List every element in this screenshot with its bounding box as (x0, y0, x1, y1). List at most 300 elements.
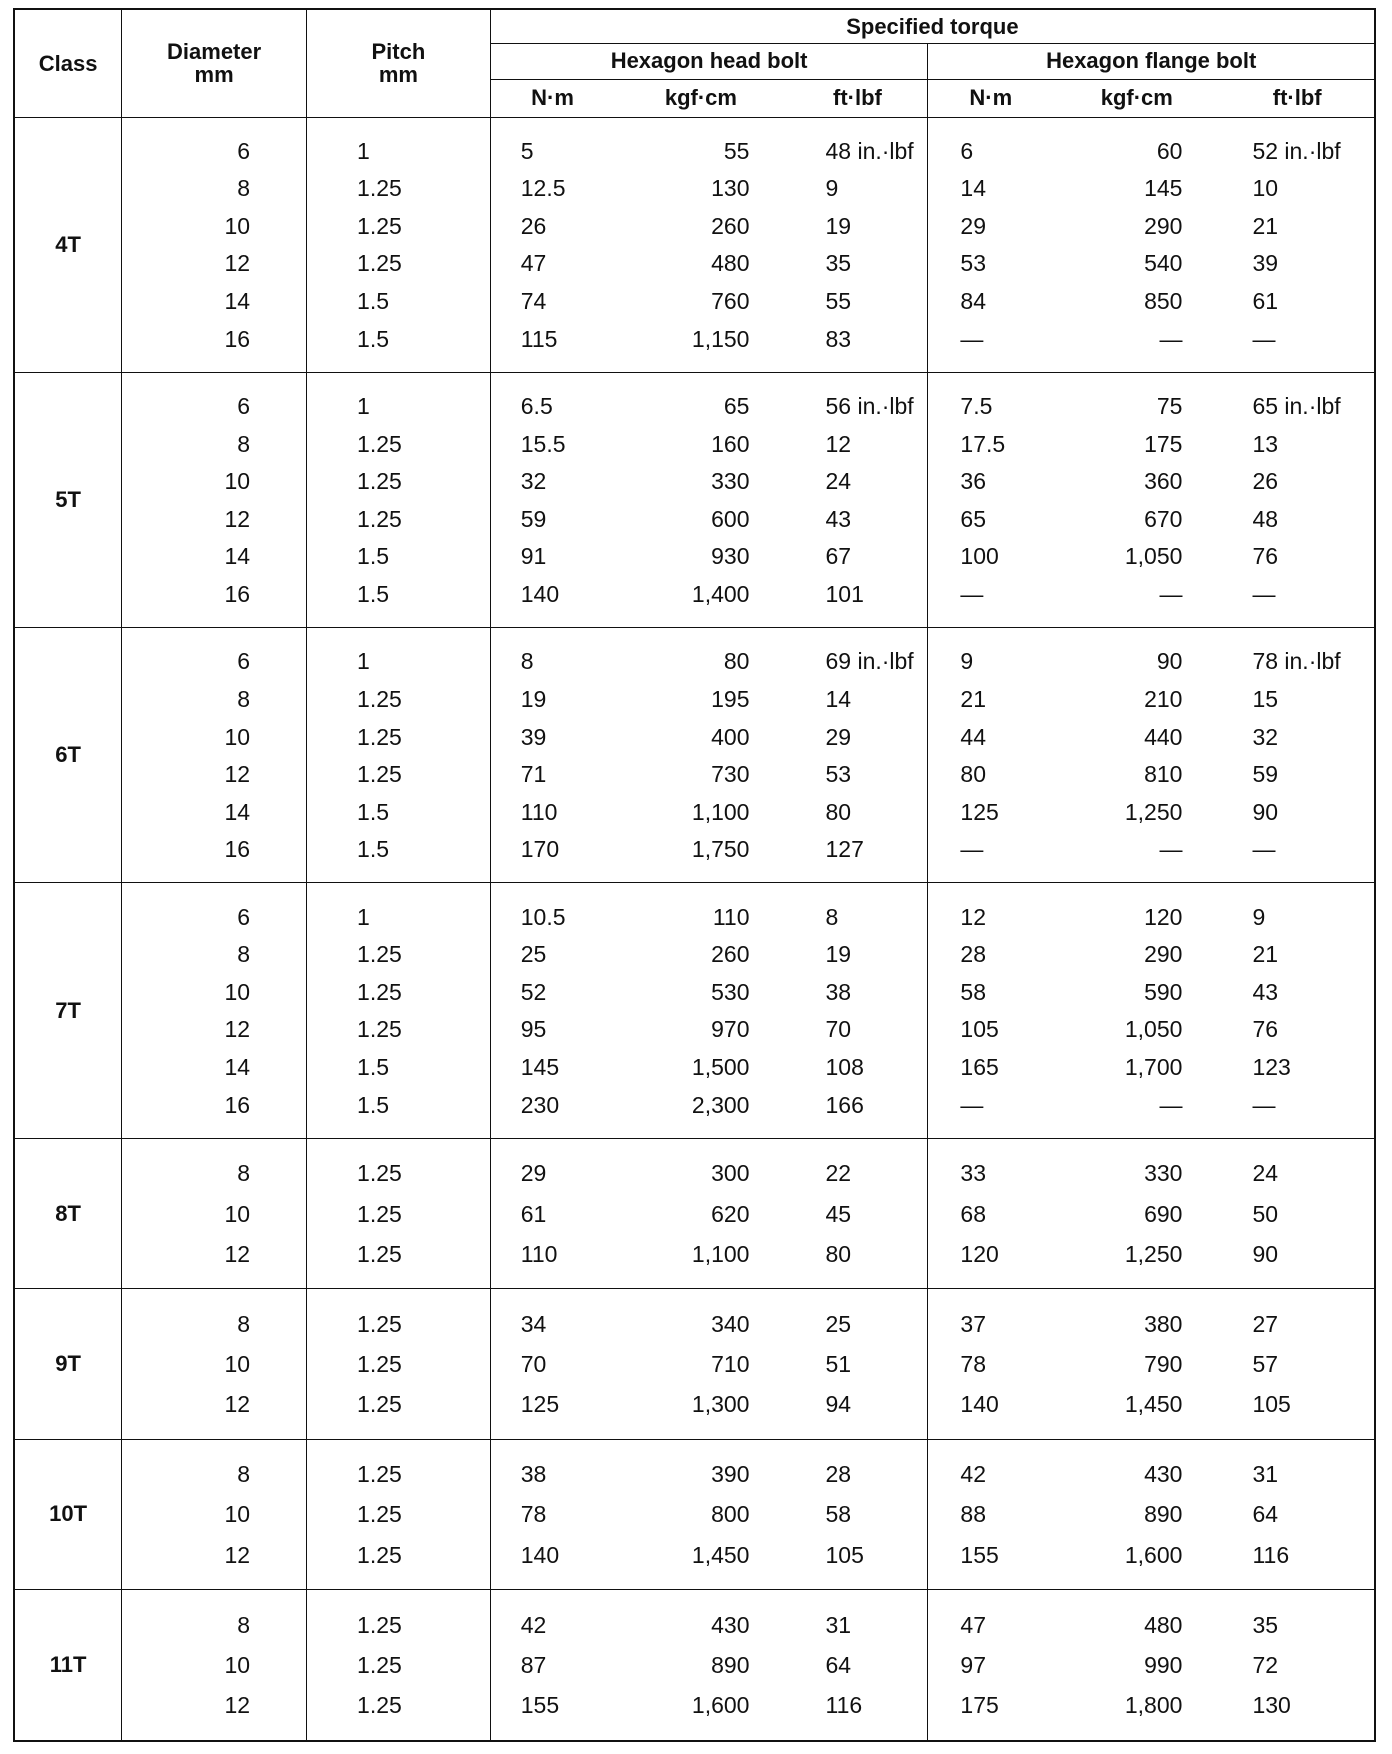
diameter-cell: 6 (122, 133, 307, 171)
flange-nm-cell: 36 (960, 468, 986, 495)
flange-ftlbf-cell: 35 (1252, 1611, 1279, 1638)
class-group-4t (14, 117, 1375, 372)
head-ftlbf-cell: 8 (787, 898, 927, 936)
head-kgfcm-cell: 1,450 (691, 1541, 750, 1568)
flange-ftlbf-cell: 9 (1252, 903, 1266, 930)
head-kgfcm-cell: 340 (711, 1310, 750, 1337)
diameter-cell: 12 (122, 245, 307, 283)
flange-kgfcm-cell: 590 (1144, 978, 1183, 1005)
flange-nm-cell: 105 (960, 1016, 999, 1043)
unit-header-ftlbf-flange: ft·lbf (1220, 79, 1375, 117)
table-row (14, 463, 1375, 501)
diameter-cell: 8 (122, 1605, 307, 1645)
pitch-cell: 1 (307, 133, 491, 171)
flange-nm-cell: — (960, 1091, 984, 1118)
head-kgfcm-cell: 1,100 (691, 798, 750, 825)
flange-ftlbf-cell: 31 (1252, 1461, 1279, 1488)
class-cell: 9T (14, 1289, 122, 1439)
flange-ftlbf-cell: 57 (1252, 1351, 1279, 1378)
table-row (14, 1645, 1375, 1685)
head-ftlbf-cell: 38 (787, 974, 927, 1012)
head-kgfcm-cell: 530 (711, 978, 750, 1005)
unit-header-kgfcm-flange: kgf·cm (1053, 79, 1220, 117)
class-group-11t (14, 1590, 1375, 1741)
table-row (14, 793, 1375, 831)
flange-nm-cell: 6 (960, 137, 974, 164)
flange-kgfcm-cell: 75 (1156, 393, 1183, 420)
diameter-cell: 12 (122, 1234, 307, 1274)
class-cell: 7T (14, 883, 122, 1138)
flange-nm-cell: 125 (960, 798, 999, 825)
diameter-cell: 12 (122, 500, 307, 538)
head-nm-cell: 70 (520, 1351, 547, 1378)
head-kgfcm-cell: 890 (711, 1652, 750, 1679)
flange-kgfcm-cell: 120 (1144, 903, 1183, 930)
flange-kgfcm-cell: 1,050 (1124, 1016, 1183, 1043)
diameter-cell: 10 (122, 974, 307, 1012)
diameter-cell: 10 (122, 1495, 307, 1535)
flange-kgfcm-cell: 540 (1144, 250, 1183, 277)
head-ftlbf-cell: 80 (787, 1234, 927, 1274)
flange-ftlbf-cell: 52 in.·lbf (1252, 137, 1341, 164)
flange-nm-cell: 100 (960, 543, 999, 570)
diameter-cell: 8 (122, 936, 307, 974)
head-ftlbf-cell: 116 (787, 1686, 927, 1726)
head-ftlbf-cell: 58 (787, 1495, 927, 1535)
head-ftlbf-cell: 94 (787, 1385, 927, 1425)
head-nm-cell: 26 (520, 212, 547, 239)
flange-nm-cell: — (960, 580, 984, 607)
flange-nm-cell: 120 (960, 1240, 999, 1267)
diameter-cell: 16 (122, 1086, 307, 1124)
class-group-7t (14, 883, 1375, 1138)
head-kgfcm-cell: 260 (711, 212, 750, 239)
flange-ftlbf-cell: 65 in.·lbf (1252, 393, 1341, 420)
flange-kgfcm-cell: 790 (1144, 1351, 1183, 1378)
diameter-cell: 10 (122, 208, 307, 246)
class-cell: 6T (14, 628, 122, 883)
head-kgfcm-cell: 480 (711, 250, 750, 277)
diameter-cell: 6 (122, 643, 307, 681)
unit-header-nm-flange: N·m (928, 79, 1053, 117)
hexagon-head-bolt-label: Hexagon head bolt (610, 48, 808, 74)
diameter-cell: 10 (122, 718, 307, 756)
flange-nm-cell: 42 (960, 1461, 986, 1488)
flange-ftlbf-cell: 61 (1252, 287, 1279, 314)
flange-ftlbf-cell: 15 (1252, 685, 1279, 712)
flange-kgfcm-cell: — (1159, 1091, 1183, 1118)
class-group-9t (14, 1289, 1375, 1439)
flange-ftlbf-cell: 90 (1252, 798, 1279, 825)
head-nm-cell: 61 (520, 1200, 547, 1227)
flange-kgfcm-cell: 690 (1144, 1200, 1183, 1227)
pitch-cell: 1.25 (307, 936, 491, 974)
flange-kgfcm-cell: — (1159, 325, 1183, 352)
flange-nm-cell: — (960, 836, 984, 863)
head-nm-cell: 25 (520, 941, 547, 968)
table-row (14, 500, 1375, 538)
flange-nm-cell: 7.5 (960, 393, 993, 420)
head-kgfcm-cell: 1,750 (691, 836, 750, 863)
head-nm-cell: 115 (520, 325, 558, 352)
head-kgfcm-cell: 110 (712, 903, 750, 930)
pitch-header-label: Pitch (371, 39, 426, 65)
flange-ftlbf-cell: 116 (1252, 1541, 1290, 1568)
head-ftlbf-cell: 35 (787, 245, 927, 283)
flange-kgfcm-cell: 290 (1144, 941, 1183, 968)
table-row (14, 831, 1375, 869)
specified-torque-label: Specified torque (846, 13, 1019, 39)
table-row (14, 170, 1375, 208)
flange-nm-cell: 29 (960, 212, 986, 239)
head-ftlbf-cell: 56 in.·lbf (787, 388, 927, 426)
head-kgfcm-cell: 330 (711, 468, 750, 495)
head-nm-cell: 110 (520, 798, 558, 825)
head-kgfcm-cell: 300 (711, 1160, 750, 1187)
flange-kgfcm-cell: 1,250 (1124, 798, 1183, 825)
head-ftlbf-cell: 69 in.·lbf (787, 643, 927, 681)
pitch-cell: 1.5 (307, 793, 491, 831)
diameter-cell: 10 (122, 463, 307, 501)
head-kgfcm-cell: 600 (711, 505, 750, 532)
flange-nm-cell: 33 (960, 1160, 986, 1187)
head-nm-cell: 95 (520, 1016, 547, 1043)
head-nm-cell: 140 (520, 1541, 560, 1568)
head-ftlbf-cell: 53 (787, 756, 927, 794)
head-nm-cell: 34 (520, 1310, 547, 1337)
pitch-cell: 1.25 (307, 425, 491, 463)
pitch-cell: 1.25 (307, 1234, 491, 1274)
flange-nm-cell: 175 (960, 1692, 999, 1719)
flange-kgfcm-cell: 1,800 (1124, 1692, 1183, 1719)
flange-kgfcm-cell: 330 (1144, 1160, 1183, 1187)
head-ftlbf-cell: 48 in.·lbf (787, 133, 927, 171)
head-nm-cell: 140 (520, 580, 560, 607)
head-kgfcm-cell: 390 (711, 1461, 750, 1488)
flange-nm-cell: 155 (960, 1541, 999, 1568)
head-ftlbf-cell: 101 (787, 576, 927, 614)
flange-kgfcm-cell: 430 (1144, 1461, 1183, 1488)
pitch-cell: 1.25 (307, 1385, 491, 1425)
head-nm-cell: 71 (520, 761, 547, 788)
head-ftlbf-cell: 83 (787, 320, 927, 358)
head-ftlbf-cell: 45 (787, 1194, 927, 1234)
pitch-cell: 1.25 (307, 1645, 491, 1685)
diameter-cell: 8 (122, 425, 307, 463)
flange-nm-cell: 80 (960, 761, 986, 788)
table-row (14, 681, 1375, 719)
table-row (14, 245, 1375, 283)
flange-nm-cell: 14 (960, 175, 986, 202)
flange-nm-cell: 140 (960, 1391, 999, 1418)
torque-table (13, 8, 1376, 1742)
flange-nm-cell: 9 (960, 648, 974, 675)
flange-nm-cell: 58 (960, 978, 986, 1005)
flange-kgfcm-cell: 290 (1144, 212, 1183, 239)
head-kgfcm-cell: 430 (711, 1611, 750, 1638)
head-nm-cell: 87 (520, 1652, 547, 1679)
head-ftlbf-cell: 43 (787, 500, 927, 538)
diameter-cell: 14 (122, 283, 307, 321)
flange-kgfcm-cell: 60 (1156, 137, 1183, 164)
head-ftlbf-cell: 80 (787, 793, 927, 831)
flange-ftlbf-cell: 78 in.·lbf (1252, 648, 1341, 675)
diameter-cell: 10 (122, 1645, 307, 1685)
pitch-cell: 1.25 (307, 170, 491, 208)
flange-ftlbf-cell: 105 (1252, 1391, 1291, 1418)
diameter-cell: 16 (122, 831, 307, 869)
head-nm-cell: 91 (520, 543, 547, 570)
pitch-cell: 1.25 (307, 500, 491, 538)
flange-kgfcm-cell: 1,700 (1124, 1053, 1183, 1080)
head-ftlbf-cell: 64 (787, 1645, 927, 1685)
table-row (14, 133, 1375, 171)
flange-ftlbf-cell: 90 (1252, 1240, 1279, 1267)
head-nm-cell: 52 (520, 978, 547, 1005)
head-nm-cell: 39 (520, 723, 547, 750)
table-row (14, 1344, 1375, 1384)
class-cell: 11T (14, 1590, 122, 1741)
flange-ftlbf-cell: 76 (1252, 1016, 1279, 1043)
head-nm-cell: 6.5 (520, 393, 553, 420)
pitch-cell: 1 (307, 898, 491, 936)
flange-nm-cell: 37 (960, 1310, 986, 1337)
head-nm-cell: 47 (520, 250, 547, 277)
pitch-cell: 1.5 (307, 320, 491, 358)
class-header (14, 9, 122, 117)
head-nm-cell: 8 (520, 648, 534, 675)
flange-nm-cell: 47 (960, 1611, 986, 1638)
table-row (14, 1154, 1375, 1194)
flange-kgfcm-cell: 440 (1144, 723, 1183, 750)
head-nm-cell: 170 (520, 836, 560, 863)
head-kgfcm-cell: 930 (711, 543, 750, 570)
class-cell: 8T (14, 1138, 122, 1288)
flange-ftlbf-cell: 13 (1252, 430, 1279, 457)
table-row (14, 1194, 1375, 1234)
table-header (14, 9, 1375, 117)
flange-nm-cell: 53 (960, 250, 986, 277)
diameter-cell: 14 (122, 1049, 307, 1087)
flange-kgfcm-cell: 480 (1144, 1611, 1183, 1638)
flange-ftlbf-cell: 10 (1252, 175, 1279, 202)
head-kgfcm-cell: 195 (711, 685, 750, 712)
pitch-cell: 1.25 (307, 1011, 491, 1049)
pitch-cell: 1 (307, 388, 491, 426)
hexagon-flange-bolt-header (928, 43, 1375, 79)
diameter-cell: 14 (122, 538, 307, 576)
class-cell: 5T (14, 372, 122, 627)
table-row (14, 1234, 1375, 1274)
head-nm-cell: 32 (520, 468, 547, 495)
flange-ftlbf-cell: — (1252, 836, 1276, 863)
flange-ftlbf-cell: — (1252, 325, 1276, 352)
head-kgfcm-cell: 710 (711, 1351, 750, 1378)
head-ftlbf-cell: 55 (787, 283, 927, 321)
flange-ftlbf-cell: 32 (1252, 723, 1279, 750)
table-row (14, 208, 1375, 246)
head-ftlbf-cell: 24 (787, 463, 927, 501)
pitch-cell: 1.25 (307, 1194, 491, 1234)
head-kgfcm-cell: 130 (711, 175, 750, 202)
pitch-cell: 1.25 (307, 1686, 491, 1726)
pitch-cell: 1.25 (307, 1344, 491, 1384)
flange-ftlbf-cell: — (1252, 580, 1276, 607)
pitch-cell: 1 (307, 643, 491, 681)
flange-kgfcm-cell: 1,600 (1124, 1541, 1183, 1568)
flange-ftlbf-cell: 43 (1252, 978, 1279, 1005)
flange-kgfcm-cell: 1,250 (1124, 1240, 1183, 1267)
diameter-cell: 10 (122, 1344, 307, 1384)
table-row (14, 936, 1375, 974)
flange-nm-cell: 78 (960, 1351, 986, 1378)
class-header-label: Class (38, 50, 98, 76)
specified-torque-header (490, 9, 1375, 43)
flange-kgfcm-cell: — (1159, 836, 1183, 863)
table-row (14, 756, 1375, 794)
flange-nm-cell: 97 (960, 1652, 986, 1679)
head-nm-cell: 230 (520, 1091, 560, 1118)
head-ftlbf-cell: 14 (787, 681, 927, 719)
pitch-cell: 1.25 (307, 681, 491, 719)
head-kgfcm-cell: 400 (711, 723, 750, 750)
head-nm-cell: 15.5 (520, 430, 566, 457)
table-row (14, 1011, 1375, 1049)
head-nm-cell: 29 (520, 1160, 547, 1187)
class-group-8t (14, 1138, 1375, 1288)
diameter-cell: 8 (122, 681, 307, 719)
flange-ftlbf-cell: 21 (1252, 941, 1279, 968)
flange-ftlbf-cell: 48 (1252, 505, 1279, 532)
table-row (14, 1455, 1375, 1495)
class-cell: 10T (14, 1439, 122, 1589)
head-ftlbf-cell: 31 (787, 1605, 927, 1645)
diameter-cell: 14 (122, 793, 307, 831)
pitch-cell: 1.25 (307, 756, 491, 794)
pitch-cell: 1.5 (307, 576, 491, 614)
table-row (14, 1086, 1375, 1124)
head-ftlbf-cell: 127 (787, 831, 927, 869)
head-kgfcm-cell: 1,400 (691, 580, 750, 607)
diameter-cell: 12 (122, 1011, 307, 1049)
table-row (14, 718, 1375, 756)
pitch-cell: 1.5 (307, 1049, 491, 1087)
flange-nm-cell: 88 (960, 1501, 986, 1528)
unit-header-kgfcm-head: kgf·cm (614, 79, 787, 117)
head-nm-cell: 5 (520, 137, 534, 164)
head-nm-cell: 38 (520, 1461, 547, 1488)
head-nm-cell: 78 (520, 1501, 547, 1528)
diameter-cell: 6 (122, 898, 307, 936)
flange-kgfcm-cell: 145 (1144, 175, 1183, 202)
head-ftlbf-cell: 166 (787, 1086, 927, 1124)
head-kgfcm-cell: 2,300 (691, 1091, 750, 1118)
flange-ftlbf-cell: 130 (1252, 1692, 1291, 1719)
flange-ftlbf-cell: 24 (1252, 1160, 1279, 1187)
flange-nm-cell: 65 (960, 505, 986, 532)
pitch-cell: 1.25 (307, 1495, 491, 1535)
table-row (14, 388, 1375, 426)
table-row (14, 974, 1375, 1012)
flange-ftlbf-cell: 39 (1252, 250, 1279, 277)
diameter-cell: 16 (122, 320, 307, 358)
head-kgfcm-cell: 1,300 (691, 1391, 750, 1418)
diameter-cell: 8 (122, 170, 307, 208)
head-ftlbf-cell: 12 (787, 425, 927, 463)
head-ftlbf-cell: 51 (787, 1344, 927, 1384)
head-nm-cell: 145 (520, 1053, 560, 1080)
head-ftlbf-cell: 105 (787, 1535, 927, 1575)
head-ftlbf-cell: 29 (787, 718, 927, 756)
flange-nm-cell: 84 (960, 287, 986, 314)
flange-nm-cell: 165 (960, 1053, 999, 1080)
diameter-header-label: Diameter (167, 39, 262, 65)
flange-kgfcm-cell: 175 (1144, 430, 1183, 457)
table-row (14, 643, 1375, 681)
flange-kgfcm-cell: 850 (1144, 287, 1183, 314)
head-ftlbf-cell: 22 (787, 1154, 927, 1194)
flange-ftlbf-cell: 72 (1252, 1652, 1279, 1679)
head-kgfcm-cell: 970 (711, 1016, 750, 1043)
table-row (14, 1495, 1375, 1535)
class-group-5t (14, 372, 1375, 627)
flange-kgfcm-cell: 210 (1144, 685, 1183, 712)
diameter-cell: 8 (122, 1304, 307, 1344)
unit-header-ftlbf-head: ft·lbf (787, 79, 927, 117)
head-ftlbf-cell: 108 (787, 1049, 927, 1087)
pitch-cell: 1.5 (307, 1086, 491, 1124)
flange-ftlbf-cell: — (1252, 1091, 1276, 1118)
head-kgfcm-cell: 730 (711, 761, 750, 788)
diameter-cell: 6 (122, 388, 307, 426)
flange-nm-cell: 28 (960, 941, 986, 968)
table-row (14, 898, 1375, 936)
flange-kgfcm-cell: 360 (1144, 468, 1183, 495)
flange-nm-cell: 44 (960, 723, 986, 750)
pitch-cell: 1.25 (307, 718, 491, 756)
flange-ftlbf-cell: 21 (1252, 212, 1279, 239)
flange-nm-cell: — (960, 325, 984, 352)
head-ftlbf-cell: 67 (787, 538, 927, 576)
table-row (14, 320, 1375, 358)
flange-ftlbf-cell: 26 (1252, 468, 1279, 495)
flange-ftlbf-cell: 123 (1252, 1053, 1291, 1080)
pitch-header (307, 9, 491, 117)
diameter-cell: 12 (122, 756, 307, 794)
diameter-cell: 10 (122, 1194, 307, 1234)
flange-kgfcm-cell: 890 (1144, 1501, 1183, 1528)
pitch-cell: 1.25 (307, 463, 491, 501)
flange-nm-cell: 21 (960, 685, 986, 712)
head-nm-cell: 19 (520, 685, 547, 712)
hexagon-flange-bolt-label: Hexagon flange bolt (1046, 48, 1257, 74)
head-nm-cell: 74 (520, 287, 547, 314)
flange-ftlbf-cell: 76 (1252, 543, 1279, 570)
pitch-cell: 1.25 (307, 1535, 491, 1575)
hexagon-head-bolt-header (490, 43, 928, 79)
head-kgfcm-cell: 620 (711, 1200, 750, 1227)
head-kgfcm-cell: 1,100 (691, 1240, 750, 1267)
flange-kgfcm-cell: 990 (1144, 1652, 1183, 1679)
head-nm-cell: 110 (520, 1240, 558, 1267)
table-row (14, 538, 1375, 576)
table-row (14, 1686, 1375, 1726)
pitch-cell: 1.25 (307, 1154, 491, 1194)
table-row (14, 283, 1375, 321)
table-row (14, 1304, 1375, 1344)
flange-kgfcm-cell: 810 (1144, 761, 1183, 788)
flange-kgfcm-cell: 670 (1144, 505, 1183, 532)
